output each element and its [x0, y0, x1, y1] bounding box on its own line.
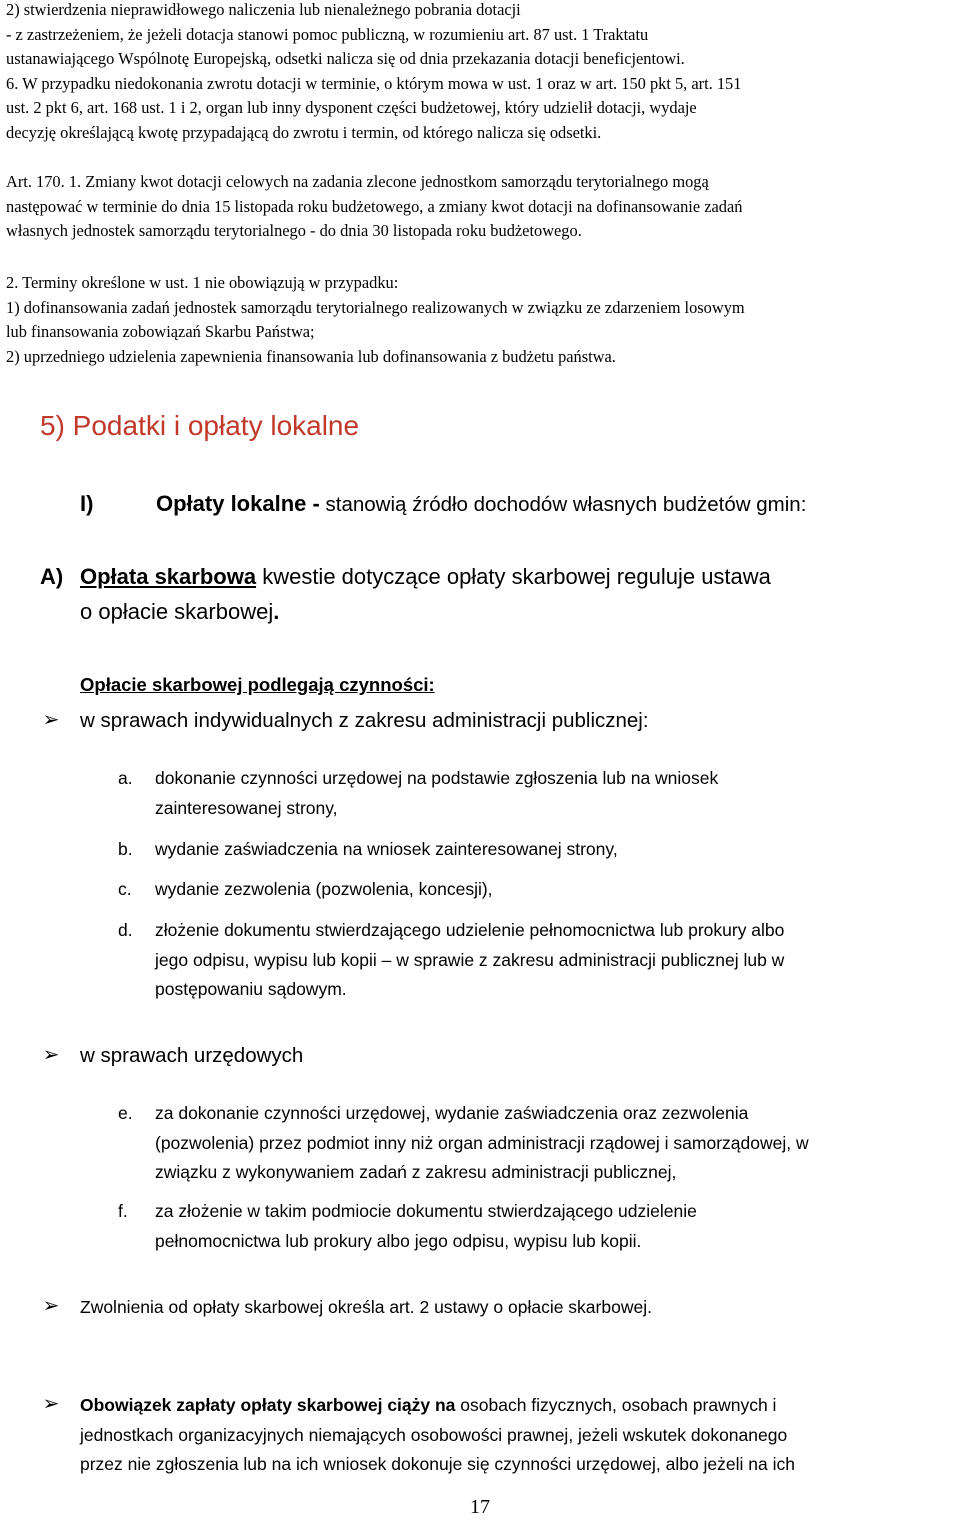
- list-item: [155, 875, 955, 905]
- text-line: własnych jednostek samorządu terytorialnego - do dnia 30 listopada roku budżetowego.: [6, 221, 582, 241]
- list-item-line: wydanie zezwolenia (pozwolenia, koncesji),: [155, 879, 493, 899]
- list-item-line: (pozwolenia) przez podmiot inny niż organ administracji rządowej i samorządowej, w: [155, 1132, 809, 1153]
- text-line: decyzję określającą kwotę przypadającą do zwrotu i termin, od którego nalicza się odsetki.: [6, 122, 602, 142]
- arrow-bullet-icon: ➢: [42, 709, 60, 731]
- list-item: [155, 1197, 955, 1256]
- page-number: 17: [470, 1496, 490, 1518]
- text-line: ustanawiającego Wspólnotę Europejską, odsetki nalicza się od dnia przekazania dotacji beneficjentowi.: [6, 49, 685, 69]
- subheading-label: I): [80, 491, 94, 516]
- line-rest: osobach fizycznych, osobach prawnych i: [455, 1395, 777, 1415]
- obowiazek-paragraph: [80, 1391, 950, 1480]
- bullet-text: w sprawach urzędowych: [80, 1044, 304, 1067]
- list-item-letter: f.: [118, 1201, 128, 1221]
- arrow-bullet-icon: ➢: [42, 1044, 60, 1066]
- text-line: 6. W przypadku niedokonania zwrotu dotacji w terminie, o którym mowa w ust. 1 oraz w art. 150 pkt 5, art. 151: [6, 73, 742, 93]
- list-item-letter: d.: [118, 920, 133, 940]
- bullet-text: Zwolnienia od opłaty skarbowej określa art. 2 ustawy o opłacie skarbowej.: [80, 1297, 652, 1317]
- list-item-line: pełnomocnictwa lub prokury albo jego odpisu, wypisu lub kopii.: [155, 1230, 642, 1251]
- bullet-text: w sprawach indywidualnych z zakresu administracji publicznej:: [80, 709, 649, 732]
- text-line: przez nie zgłoszenia lub na ich wniosek dokonuje się czynności urzędowej, albo jeżeli na ich: [80, 1454, 795, 1474]
- list-item: [155, 916, 955, 1005]
- text-line: 2. Terminy określone w ust. 1 nie obowiązują w przypadku:: [6, 273, 399, 292]
- text-line: 2) stwierdzenia nieprawidłowego naliczenia lub nienależnego pobrania dotacji: [6, 0, 521, 19]
- text-line: lub finansowania zobowiązań Skarbu Państwa;: [6, 322, 315, 342]
- list-item: [155, 835, 955, 865]
- arrow-bullet-icon: ➢: [42, 1393, 60, 1415]
- paragraph-terminy: [6, 271, 952, 369]
- list-item-line: wydanie zaświadczenia na wniosek zainteresowanej strony,: [155, 839, 618, 859]
- list-item-line: zainteresowanej strony,: [155, 797, 338, 818]
- paragraph-ust6: [6, 0, 952, 146]
- paragraph-art170: [6, 170, 952, 244]
- list-item-letter: b.: [118, 839, 133, 859]
- subheading-A: [40, 562, 771, 592]
- subheading-bold: Opłaty lokalne -: [156, 491, 320, 516]
- text-line: następować w terminie do dnia 15 listopada roku budżetowego, a zmiany kwot dotacji na dofinansowanie zadań: [6, 196, 743, 216]
- list-item-letter: a.: [118, 768, 133, 788]
- subheading-rest: o opłacie skarbowej: [80, 599, 274, 624]
- text-line: Art. 170. 1. Zmiany kwot dotacji celowych na zadania zlecone jednostkom samorządu terytorialnego mogą: [6, 172, 709, 191]
- list-item-letter: e.: [118, 1103, 133, 1123]
- text-line: [80, 1391, 950, 1421]
- subheading-bold: Opłata skarbowa: [80, 564, 257, 589]
- arrow-bullet-icon: ➢: [42, 1295, 60, 1317]
- list-intro: Opłacie skarbowej podlegają czynności:: [80, 674, 435, 695]
- subheading-label: A): [40, 564, 64, 589]
- list-item-line: złożenie dokumentu stwierdzającego udzielenie pełnomocnictwa lub prokury albo: [155, 920, 785, 940]
- subheading-dot: .: [273, 599, 280, 624]
- list-item-line: jego odpisu, wypisu lub kopii – w sprawie z zakresu administracji publicznej lub w: [155, 949, 785, 970]
- text-line: ust. 2 pkt 6, art. 168 ust. 1 i 2, organ lub inny dysponent części budżetowej, który udzielił dotacji, wydaje: [6, 98, 697, 118]
- list-item-line: za złożenie w takim podmiocie dokumentu stwierdzającego udzielenie: [155, 1201, 697, 1221]
- list-item-line: za dokonanie czynności urzędowej, wydanie zaświadczenia oraz zezwolenia: [155, 1103, 749, 1123]
- subheading-A-line2: [80, 597, 279, 627]
- subheading-rest: stanowią źródło dochodów własnych budżetów gmin:: [319, 493, 807, 516]
- subheading-rest: kwestie dotyczące opłaty skarbowej reguluje ustawa: [256, 564, 771, 589]
- bold-lead: Obowiązek zapłaty opłaty skarbowej ciąży na: [80, 1395, 456, 1415]
- list-item-line: postępowaniu sądowym.: [155, 979, 347, 999]
- text-line: 1) dofinansowania zadań jednostek samorządu terytorialnego realizowanych w związku ze zdarzeniem losowym: [6, 297, 745, 317]
- subheading-I: [80, 489, 806, 520]
- list-item: [155, 764, 955, 823]
- list-item-line: związku z wykonywaniem zadań z zakresu administracji publicznej,: [155, 1162, 677, 1182]
- text-line: 2) uprzedniego udzielenia zapewnienia finansowania lub dofinansowania z budżetu państwa.: [6, 346, 616, 366]
- list-item-line: dokonanie czynności urzędowej na podstawie zgłoszenia lub na wniosek: [155, 768, 719, 788]
- list-item-letter: c.: [118, 879, 132, 899]
- text-line: jednostkach organizacyjnych niemających osobowości prawnej, jeżeli wskutek dokonanego: [80, 1424, 788, 1445]
- section-heading: 5) Podatki i opłaty lokalne: [40, 410, 360, 441]
- list-item: [155, 1099, 955, 1188]
- text-line: - z zastrzeżeniem, że jeżeli dotacja stanowi pomoc publiczną, w rozumieniu art. 87 ust. 1 Traktatu: [6, 24, 649, 44]
